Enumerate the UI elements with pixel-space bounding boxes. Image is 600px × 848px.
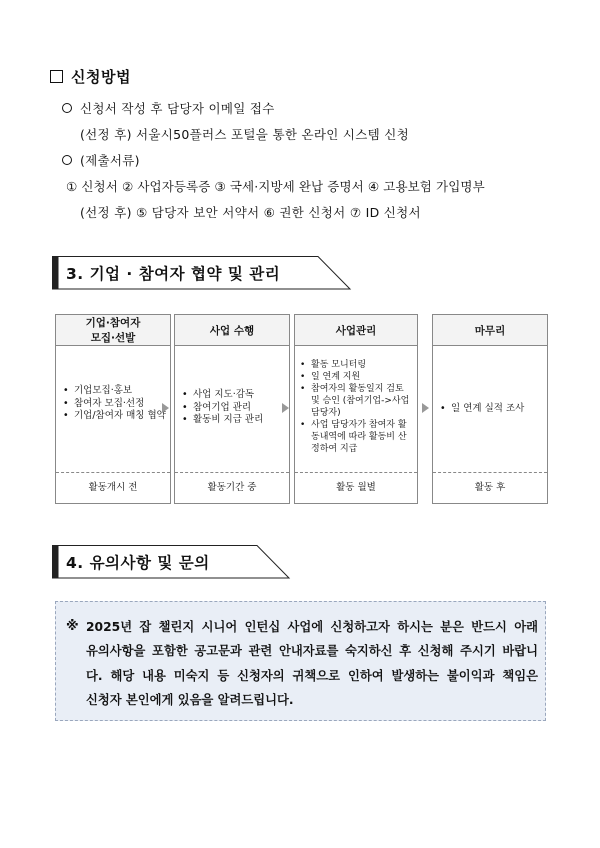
notice-text: 2025년 잡 챌린지 시니어 인턴십 사업에 신청하고자 하시는 분은 반드시 아래 유의사항을 포함한 공고문과 관련 안내자료를 숙지하신 후 신청해 주시기 바랍니 다. 해당 내용 미숙지 등 신청자의 귀책으로 인하여 발생하는 불이익과 책임은 신청자 본인에게 있음을 알려드립니다. xyxy=(86,620,538,707)
apply-item-1: 신청서 작성 후 담당자 이메일 접수 xyxy=(62,99,275,117)
process-step-finish xyxy=(432,314,548,504)
list-item: • 일 연계 실적 조사 xyxy=(451,403,547,416)
circle-bullet-icon xyxy=(62,155,72,165)
process-step-head: 사업관리 xyxy=(295,315,417,346)
section-4-title: 4. 유의사항 및 문의 xyxy=(66,554,210,572)
list-item: • 기업모집·홍보 xyxy=(74,385,170,398)
process-step-head: 마무리 xyxy=(433,315,547,346)
arrow-right-icon xyxy=(282,403,289,413)
section-3-header xyxy=(52,256,352,289)
list-item: • 기업/참여자 매칭 협약 xyxy=(74,410,170,423)
list-item: • 활동 모니터링 xyxy=(311,359,413,371)
apply-item-4: ① 신청서 ② 사업자등록증 ③ 국세·지방세 완납 증명서 ④ 고용보험 가입명부 xyxy=(66,179,485,194)
checkbox-square-icon xyxy=(50,70,63,83)
section-4-header xyxy=(52,545,292,578)
process-step-execute xyxy=(174,314,290,504)
apply-item-3: (제출서류) xyxy=(62,151,140,169)
process-step-foot: 활동개시 전 xyxy=(56,472,170,503)
section-3-title: 3. 기업 · 참여자 협약 및 관리 xyxy=(66,265,281,283)
process-step-recruit xyxy=(55,314,171,504)
notice-box xyxy=(55,601,546,721)
list-item: • 참여자 모집·선정 xyxy=(74,398,170,411)
arrow-right-icon xyxy=(422,403,429,413)
process-step-head: 사업 수행 xyxy=(175,315,289,346)
process-step-body xyxy=(433,403,547,416)
list-item: • 참여자의 활동일지 검토 및 승인 (참여기업->사업담당자) xyxy=(311,383,413,419)
circle-bullet-icon xyxy=(62,103,72,113)
list-item: • 사업 지도·감독 xyxy=(193,389,289,402)
apply-item-2: (선정 후) 서울시50플러스 포털을 통한 온라인 시스템 신청 xyxy=(80,127,410,142)
process-step-body xyxy=(56,385,170,423)
process-step-body xyxy=(295,359,417,455)
apply-item-5: (선정 후) ⑤ 담당자 보안 서약서 ⑥ 권한 신청서 ⑦ ID 신청서 xyxy=(80,205,421,220)
process-step-head: 기업·참여자 모집·선발 xyxy=(56,315,170,346)
process-step-foot: 활동 후 xyxy=(433,472,547,503)
list-item: • 참여기업 관리 xyxy=(193,402,289,415)
process-step-foot: 활동 월별 xyxy=(295,472,417,503)
list-item: • 활동비 지급 관리 xyxy=(193,414,289,427)
arrow-right-icon xyxy=(162,403,169,413)
list-item: • 사업 담당자가 참여자 활동내역에 따라 활동비 산정하여 지급 xyxy=(311,419,413,455)
process-step-manage xyxy=(294,314,418,504)
process-step-foot: 활동기간 중 xyxy=(175,472,289,503)
apply-section-title: 신청방법 xyxy=(50,66,131,87)
process-step-body xyxy=(175,389,289,427)
list-item: • 일 연계 지원 xyxy=(311,371,413,383)
notice-mark: ※ xyxy=(66,619,79,634)
